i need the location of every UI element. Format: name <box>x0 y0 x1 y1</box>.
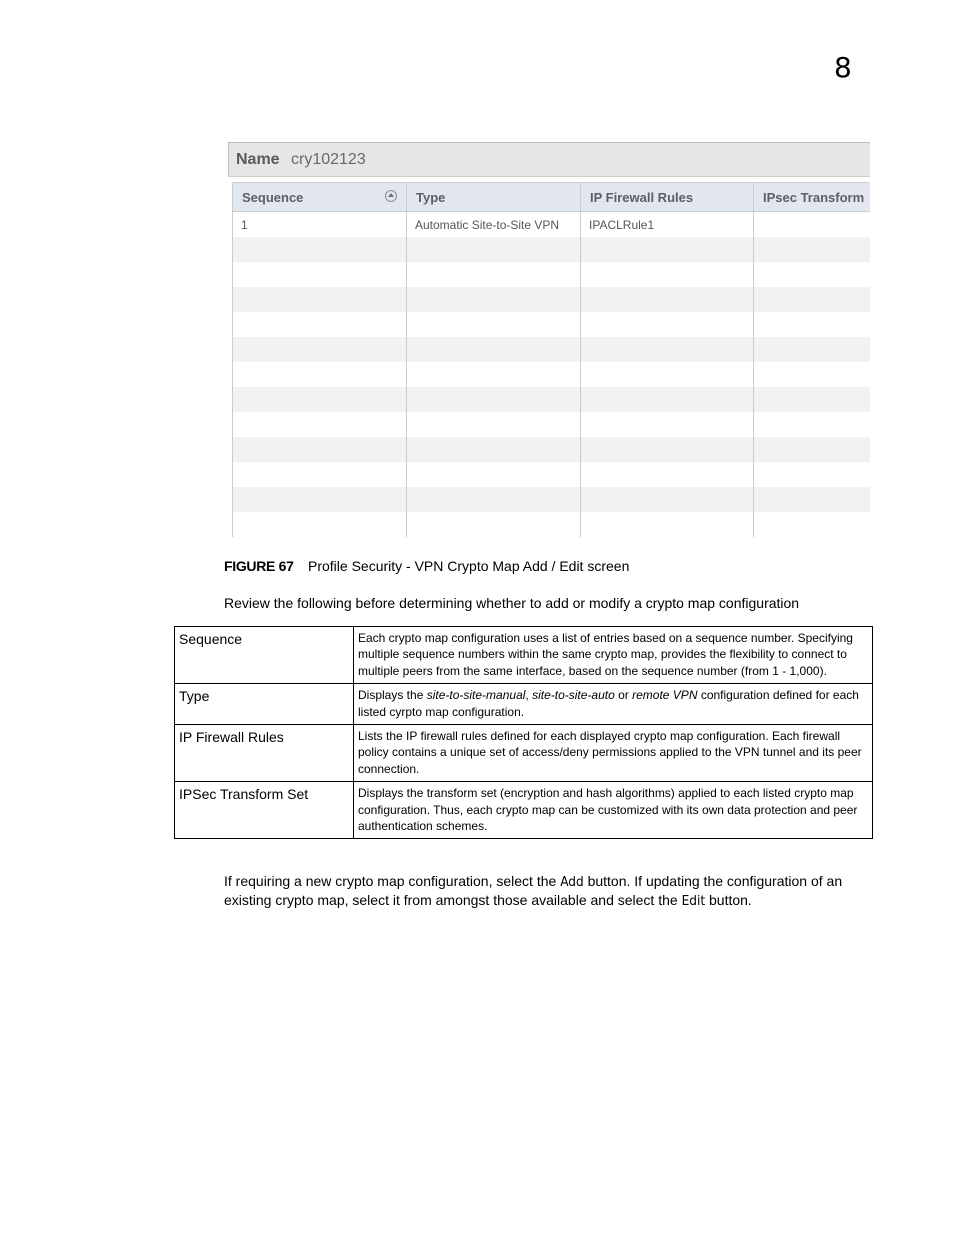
reference-table <box>174 626 873 839</box>
empty-cell <box>581 287 754 312</box>
empty-cell <box>407 512 581 537</box>
empty-cell <box>407 312 581 337</box>
column-header-type[interactable]: Type <box>407 183 581 212</box>
term-ipsec-transform-set: IPSec Transform Set <box>175 782 354 839</box>
empty-table-row <box>233 262 871 287</box>
cell-sequence: 1 <box>233 212 407 238</box>
empty-cell <box>407 262 581 287</box>
empty-cell <box>407 287 581 312</box>
empty-cell <box>754 337 871 362</box>
empty-cell <box>581 462 754 487</box>
cell-ipsec-transform <box>754 212 871 238</box>
empty-cell <box>233 387 407 412</box>
empty-cell <box>754 262 871 287</box>
empty-cell <box>233 262 407 287</box>
empty-table-row <box>233 237 871 262</box>
intro-paragraph: Review the following before determining whether to add or modify a crypto map configuration <box>224 595 800 611</box>
empty-cell <box>754 412 871 437</box>
description-sequence: Each crypto map configuration uses a list of entries based on a sequence number. Specifying multiple sequence numbers within the same crypto map, provides the flexibility to connect to multiple peers from the same interface, based on the sequence number (from 1 - 1,000). <box>354 627 873 684</box>
table-row <box>175 684 873 725</box>
empty-table-row <box>233 512 871 537</box>
empty-cell <box>233 362 407 387</box>
empty-table-row <box>233 487 871 512</box>
description-type: Displays the site-to-site-manual, site-to-site-auto or remote VPN configuration defined for each listed cyrpto map configuration. <box>354 684 873 725</box>
outro-paragraph: If requiring a new crypto map configuration, select the Add button. If updating the configuration of an existing crypto map, select it from amongst those available and select the Edit button. <box>224 873 843 909</box>
add-button-reference: Add <box>560 874 584 890</box>
empty-table-row <box>233 437 871 462</box>
empty-cell <box>581 512 754 537</box>
table-row <box>175 627 873 684</box>
empty-table-row <box>233 287 871 312</box>
edit-button-reference: Edit <box>681 893 706 909</box>
empty-table-row <box>233 312 871 337</box>
figure-caption <box>224 558 629 574</box>
empty-cell <box>754 487 871 512</box>
crypto-map-grid <box>232 182 870 554</box>
empty-cell <box>233 487 407 512</box>
column-header-ipsec-transform[interactable]: IPsec Transform <box>754 183 871 212</box>
empty-table-row <box>233 462 871 487</box>
figure-number: FIGURE 67 <box>224 558 294 574</box>
empty-cell <box>754 387 871 412</box>
empty-table-row <box>233 362 871 387</box>
empty-cell <box>233 312 407 337</box>
table-row[interactable] <box>233 212 871 238</box>
empty-cell <box>233 462 407 487</box>
empty-cell <box>754 237 871 262</box>
name-label: Name <box>236 151 280 168</box>
empty-cell <box>581 362 754 387</box>
empty-cell <box>754 462 871 487</box>
empty-cell <box>581 437 754 462</box>
empty-cell <box>754 362 871 387</box>
empty-cell <box>407 462 581 487</box>
sort-ascending-icon[interactable] <box>385 190 397 202</box>
empty-cell <box>581 237 754 262</box>
table-row <box>175 782 873 839</box>
empty-cell <box>581 387 754 412</box>
empty-cell <box>233 237 407 262</box>
empty-cell <box>754 437 871 462</box>
description-ipsec-transform-set: Displays the transform set (encryption and hash algorithms) applied to each listed crypto map configuration. Thus, each crypto map can be customized with its own data protection and peer authentication schemes. <box>354 782 873 839</box>
empty-cell <box>233 287 407 312</box>
table-row <box>175 725 873 782</box>
term-type: Type <box>175 684 354 725</box>
empty-cell <box>407 337 581 362</box>
empty-table-row <box>233 337 871 362</box>
empty-cell <box>233 412 407 437</box>
empty-cell <box>407 237 581 262</box>
column-header-sequence[interactable]: Sequence <box>233 183 407 212</box>
empty-table-row <box>233 387 871 412</box>
name-value: cry102123 <box>291 151 366 168</box>
empty-cell <box>233 512 407 537</box>
term-ip-firewall-rules: IP Firewall Rules <box>175 725 354 782</box>
cell-type: Automatic Site-to-Site VPN <box>407 212 581 238</box>
empty-cell <box>407 437 581 462</box>
empty-cell <box>407 412 581 437</box>
chapter-number: 8 <box>834 51 852 84</box>
empty-cell <box>581 412 754 437</box>
empty-cell <box>581 312 754 337</box>
empty-cell <box>754 512 871 537</box>
empty-cell <box>754 287 871 312</box>
term-sequence: Sequence <box>175 627 354 684</box>
empty-cell <box>233 437 407 462</box>
description-ip-firewall-rules: Lists the IP firewall rules defined for each displayed crypto map configuration. Each firewall policy contains a unique set of access/deny permissions applied to the VPN tunnel and its peer connection. <box>354 725 873 782</box>
empty-table-row <box>233 412 871 437</box>
empty-cell <box>233 337 407 362</box>
empty-cell <box>407 487 581 512</box>
empty-cell <box>407 362 581 387</box>
empty-cell <box>581 337 754 362</box>
empty-cell <box>754 312 871 337</box>
figure-title: Profile Security - VPN Crypto Map Add / Edit screen <box>308 558 630 574</box>
empty-cell <box>581 262 754 287</box>
column-header-ip-firewall-rules[interactable]: IP Firewall Rules <box>581 183 754 212</box>
name-bar <box>228 142 870 177</box>
crypto-map-screen <box>228 142 870 554</box>
empty-cell <box>407 387 581 412</box>
cell-ip-firewall-rules: IPACLRule1 <box>581 212 754 238</box>
empty-cell <box>581 487 754 512</box>
